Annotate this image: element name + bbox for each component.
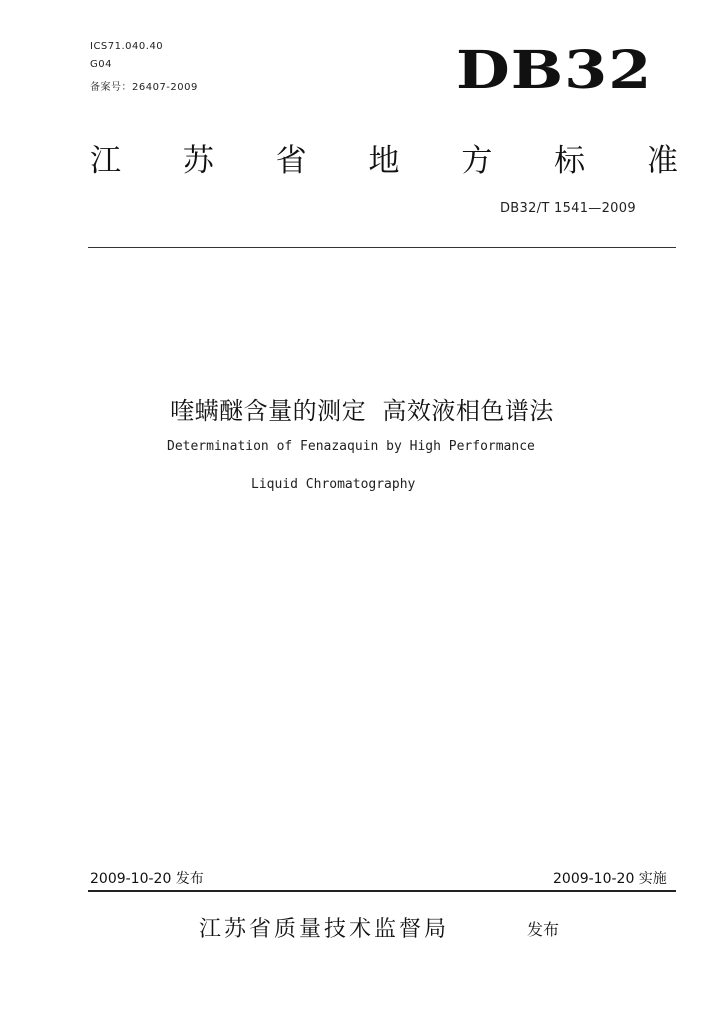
standard-title-char: 苏 [182,143,214,179]
standard-title [90,135,678,180]
footer-divider [88,890,676,892]
ccs-code: G04 [90,59,112,70]
filing-number: 备案号：26407-2009 [90,82,198,93]
publisher-suffix: 发布 [527,920,560,939]
ics-code: ICS71.040.40 [90,41,164,52]
db32-logo: DB32 [456,38,653,101]
standard-title-char: 准 [646,143,678,179]
standard-code: DB32/T 1541—2009 [500,201,636,216]
standard-title-char: 地 [368,143,400,179]
document-title-english-line2: Liquid Chromatography [251,477,416,492]
document-title-english-line1: Determination of Fenazaquin by High Performance [167,439,535,454]
issue-date: 2009-10-20 发布 [90,871,204,887]
standard-title-char: 江 [90,143,121,179]
standard-title-char: 方 [461,143,493,179]
header-divider [88,247,676,248]
standard-title-char: 省 [275,143,307,179]
publisher-name: 江苏省质量技术监督局 [199,917,450,942]
standard-title-char: 标 [554,143,586,179]
document-title-chinese: 喹螨醚含量的测定 高效液相色谱法 [170,397,554,425]
implementation-date: 2009-10-20 实施 [553,871,667,887]
